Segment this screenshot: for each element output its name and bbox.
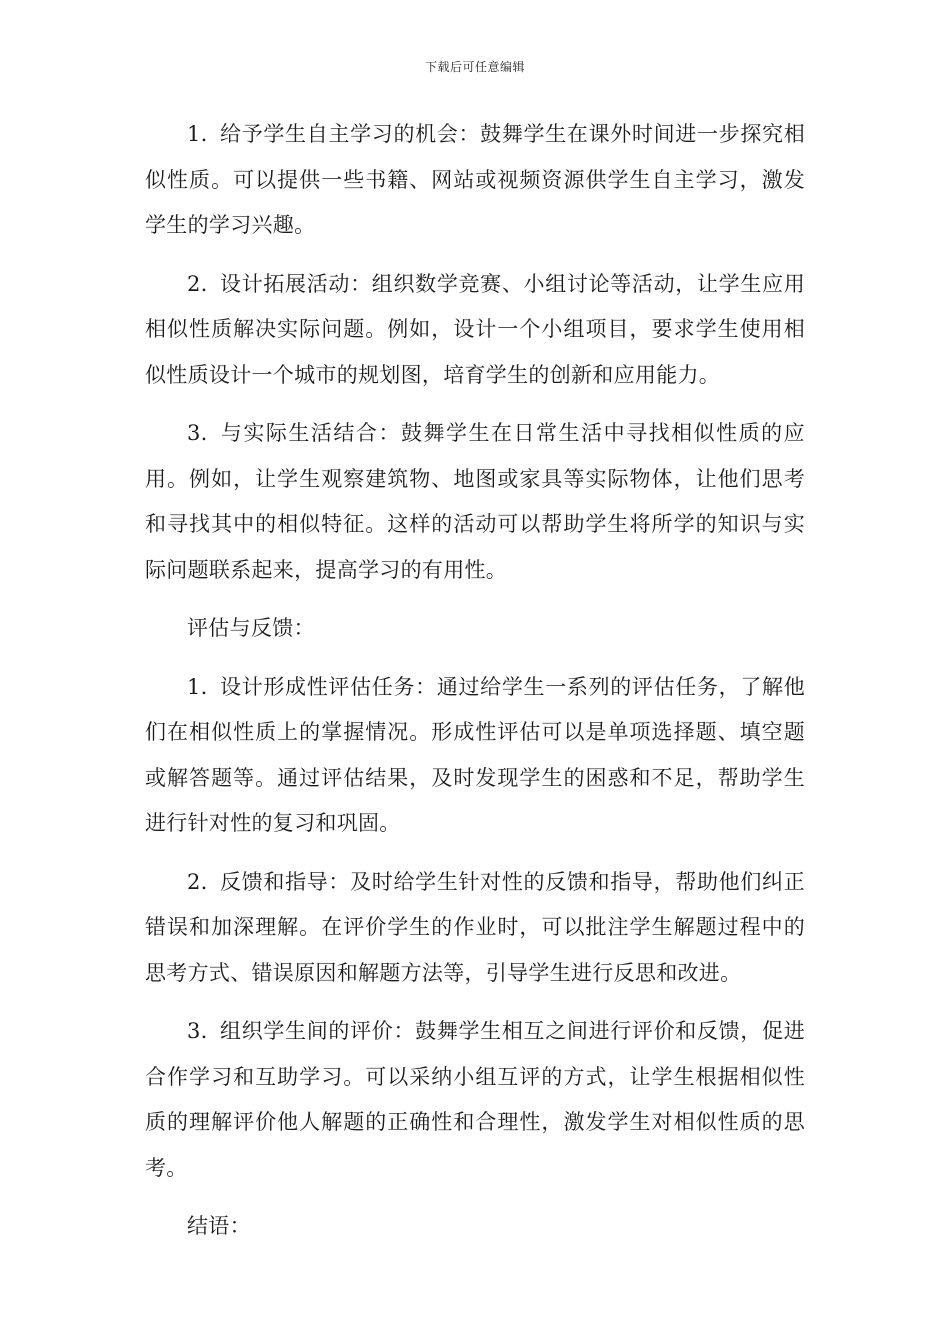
- item-text: 反馈和指导：及时给学生针对性的反馈和指导，帮助他们纠正错误和加深理解。在评价学生的作业时，可以批注学生解题过程中的思考方式、错误原因和解题方法等，引导学生进行反思和改进。: [145, 869, 805, 985]
- item-number: 3.: [187, 421, 208, 445]
- item-number: 3.: [187, 1019, 208, 1043]
- item-number: 2.: [187, 869, 208, 894]
- item-text: 与实际生活结合：鼓舞学生在日常生活中寻找相似性质的应用。例如，让学生观察建筑物、地图或家具等实际物体，让他们思考和寻找其中的相似特征。这样的活动可以帮助学生将所学的知识与实际问题联系起来，提高学习的有用性。: [145, 421, 805, 582]
- item-text: 设计拓展活动：组织数学竞赛、小组讨论等活动，让学生应用相似性质解决实际问题。例如，设计一个小组项目，要求学生使用相似性质设计一个城市的规划图，培育学生的创新和应用能力。: [145, 271, 805, 387]
- item-text: 组织学生间的评价：鼓舞学生相互之间进行评价和反馈，促进合作学习和互助学习。可以采纳小组互评的方式，让学生根据相似性质的理解评价他人解题的正确性和合理性，激发学生对相似性质的思考。: [145, 1019, 805, 1180]
- list-item: [145, 112, 805, 249]
- section-heading-conclusion: 结语：: [187, 1214, 251, 1238]
- list-item: [145, 411, 805, 593]
- list-item: [145, 860, 805, 997]
- list-item: [145, 262, 805, 399]
- section-heading-evaluation: 评估与反馈：: [187, 616, 315, 640]
- page-header: 下载后可任意编辑: [424, 60, 525, 74]
- item-text: 给予学生自主学习的机会：鼓舞学生在课外时间进一步探究相似性质。可以提供一些书籍、网站或视频资源供学生自主学习，激发学生的学习兴趣。: [145, 122, 805, 237]
- item-text: 设计形成性评估任务：通过给学生一系列的评估任务，了解他们在相似性质上的掌握情况。形成性评估可以是单项选择题、填空题或解答题等。通过评估结果，及时发现学生的困惑和不足，帮助学生进行针对性的复习和巩固。: [145, 674, 805, 835]
- item-number: 1.: [187, 122, 208, 146]
- item-number: 2.: [187, 271, 208, 296]
- list-item: [145, 1009, 805, 1191]
- document-body: [145, 112, 805, 1263]
- item-number: 1.: [187, 674, 208, 699]
- list-item: [145, 665, 805, 847]
